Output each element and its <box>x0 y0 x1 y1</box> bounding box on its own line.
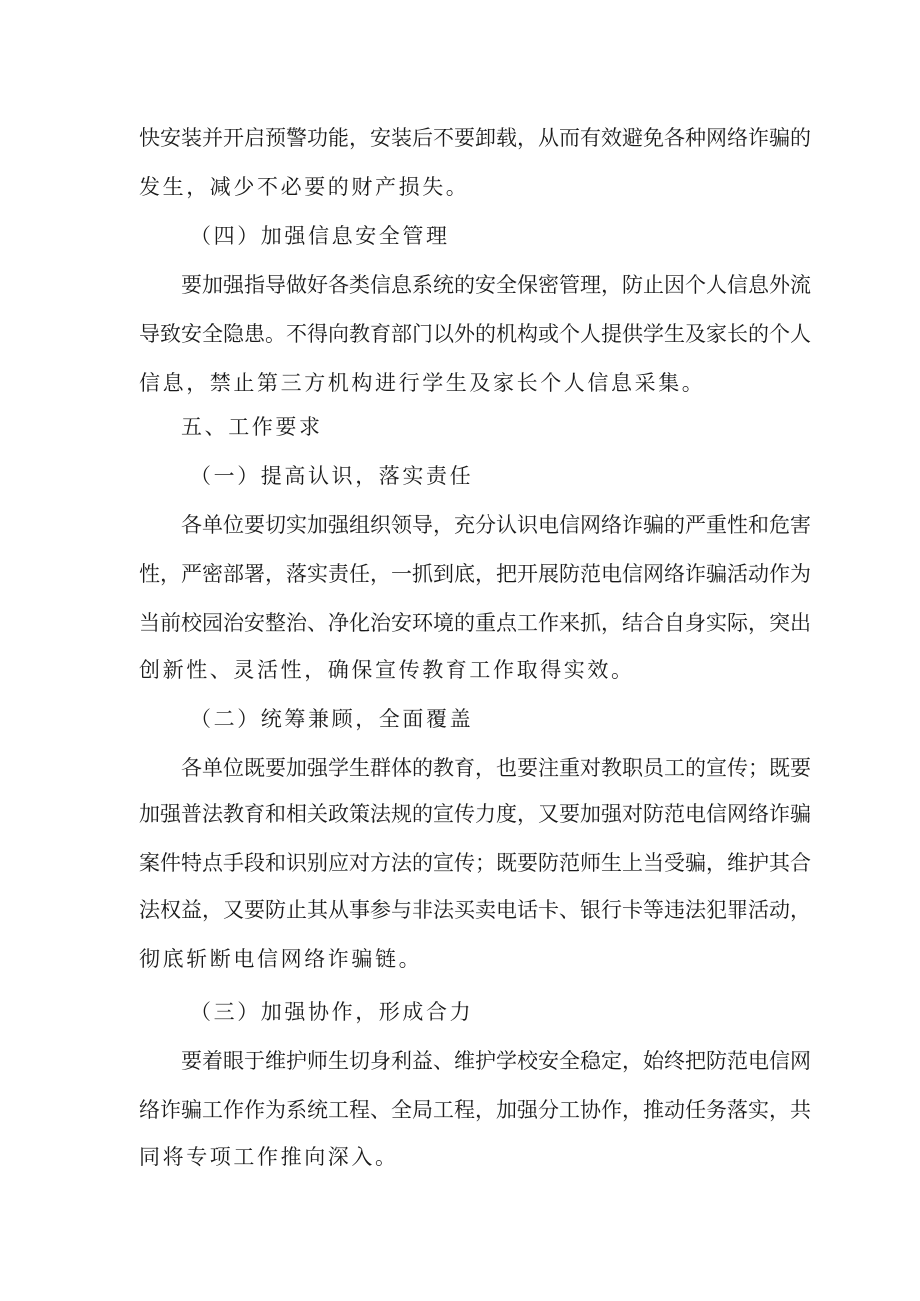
paragraph-line: 各单位要切实加强组织领导，充分认识电信网络诈骗的严重性和危害 <box>181 513 811 537</box>
section-heading: （一）提高认识，落实责任 <box>190 464 474 488</box>
paragraph-line: 发生，减少不必要的财产损失。 <box>139 175 470 199</box>
paragraph-line: 同将专项工作推向深入。 <box>139 1145 399 1169</box>
paragraph-line: 加强普法教育和相关政策法规的宣传力度，又要加强对防范电信网络诈骗 <box>139 802 811 826</box>
paragraph-line: 要加强指导做好各类信息系统的安全保密管理，防止因个人信息外流 <box>181 273 811 297</box>
paragraph-line: 各单位既要加强学生群体的教育，也要注重对教职员工的宣传；既要 <box>181 756 811 780</box>
paragraph-line: 当前校园治安整治、净化治安环境的重点工作来抓，结合自身实际，突出 <box>139 611 811 635</box>
paragraph-line: 导致安全隐患。不得向教育部门以外的机构或个人提供学生及家长的个人 <box>139 322 811 346</box>
paragraph-line: 快安装并开启预警功能，安装后不要卸载，从而有效避免各种网络诈骗的 <box>139 126 811 150</box>
paragraph-line: 创新性、灵活性，确保宣传教育工作取得实效。 <box>139 658 635 682</box>
paragraph-line: 络诈骗工作作为系统工程、全局工程，加强分工协作，推动任务落实，共 <box>139 1098 811 1122</box>
section-heading: （二）统筹兼顾，全面覆盖 <box>190 707 474 731</box>
paragraph-line: 性，严密部署，落实责任，一抓到底，把开展防范电信网络诈骗活动作为 <box>139 562 811 586</box>
chapter-heading: 五、工作要求 <box>181 415 323 439</box>
paragraph-line: 要着眼于维护师生切身利益、维护学校安全稳定，始终把防范电信网 <box>181 1049 811 1073</box>
section-heading: （三）加强协作，形成合力 <box>190 1000 474 1024</box>
paragraph-line: 彻底斩断电信网络诈骗链。 <box>139 947 423 971</box>
paragraph-line: 案件特点手段和识别应对方法的宣传；既要防范师生上当受骗，维护其合 <box>139 851 811 875</box>
paragraph-line: 法权益，又要防止其从事参与非法买卖电话卡、银行卡等违法犯罪活动， <box>139 898 811 922</box>
section-heading: （四）加强信息安全管理 <box>190 224 450 248</box>
paragraph-line: 信息，禁止第三方机构进行学生及家长个人信息采集。 <box>139 371 706 395</box>
